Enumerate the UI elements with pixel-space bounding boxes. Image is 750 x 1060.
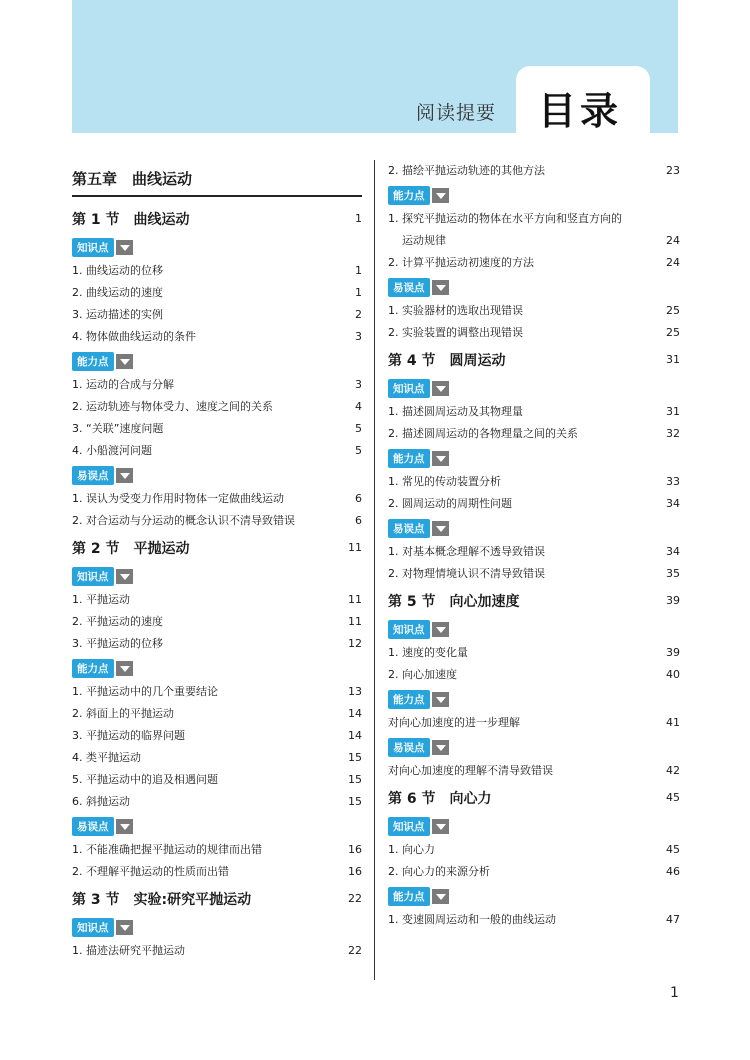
nengli-tag: 能力点 [388, 186, 430, 205]
toc-entry-title: 6. 斜抛运动 [72, 795, 130, 808]
toc-entry-page: 16 [348, 865, 362, 878]
toc-entry-page: 34 [666, 497, 680, 510]
toc-entry-title: 5. 平抛运动中的追及相遇问题 [72, 773, 218, 786]
entry-list [388, 300, 680, 344]
toc-entry-page: 45 [666, 843, 680, 856]
toc-left-column [72, 160, 362, 962]
toc-entry-title: 4. 小船渡河问题 [72, 444, 152, 457]
toc-entry-title: 1. 描迹法研究平抛运动 [72, 944, 185, 957]
toc-entry-page: 22 [348, 944, 362, 957]
toc-entry[interactable] [388, 208, 680, 252]
toc-entry-page: 47 [666, 913, 680, 926]
chevron-down-icon [432, 451, 449, 466]
section-title: 第 5 节 向心加速度 [388, 593, 520, 610]
toc-entry[interactable] [72, 791, 362, 813]
toc-entry-title: 3. 平抛运动的临界问题 [72, 729, 185, 742]
chevron-down-icon [432, 622, 449, 637]
toc-entry[interactable] [388, 909, 680, 931]
toc-entry-title: 2. 向心力的来源分析 [388, 865, 490, 878]
chevron-down-icon [432, 889, 449, 904]
section-heading[interactable] [72, 883, 362, 914]
toc-entry[interactable] [388, 861, 680, 883]
toc-entry[interactable] [388, 712, 680, 734]
toc-entry[interactable] [72, 839, 362, 861]
zhishi-tag: 知识点 [388, 817, 430, 836]
section-title: 第 3 节 实验:研究平抛运动 [72, 891, 252, 908]
column-divider [374, 160, 375, 980]
toc-entry[interactable] [72, 510, 362, 532]
toc-entry[interactable] [388, 664, 680, 686]
toc-entry-title: 1. 不能准确把握平抛运动的规律而出错 [72, 843, 262, 856]
toc-entry[interactable] [72, 703, 362, 725]
toc-entry-page: 25 [666, 304, 680, 317]
nengli-tag: 能力点 [388, 449, 430, 468]
toc-entry[interactable] [388, 322, 680, 344]
toc-entry-page: 33 [666, 475, 680, 488]
toc-entry[interactable] [72, 440, 362, 462]
toc-entry[interactable] [72, 396, 362, 418]
toc-entry[interactable] [72, 589, 362, 611]
toc-entry[interactable] [72, 304, 362, 326]
toc-entry-page: 34 [666, 545, 680, 558]
nengli-tag: 能力点 [388, 690, 430, 709]
toc-entry-title: 4. 物体做曲线运动的条件 [72, 330, 196, 343]
entry-list [388, 712, 680, 734]
toc-entry-page: 3 [355, 378, 362, 391]
toc-entry-page: 2 [355, 308, 362, 321]
toc-entry[interactable] [388, 839, 680, 861]
toc-entry-title: 1. 速度的变化量 [388, 646, 468, 659]
category-tag-row [388, 883, 680, 909]
toc-entry-title: 2. 平抛运动的速度 [72, 615, 163, 628]
toc-entry-title: 2. 曲线运动的速度 [72, 286, 163, 299]
toc-entry[interactable] [72, 326, 362, 348]
chevron-down-icon [432, 381, 449, 396]
nengli-tag: 能力点 [388, 887, 430, 906]
toc-entry[interactable] [72, 611, 362, 633]
toc-entry-title: 2. 向心加速度 [388, 668, 457, 681]
toc-entry-page: 15 [348, 795, 362, 808]
toc-entry-title: 2. 对物理情境认识不清导致错误 [388, 567, 545, 580]
chevron-down-icon [116, 920, 133, 935]
section-title: 第 4 节 圆周运动 [388, 352, 506, 369]
toc-entry[interactable] [388, 300, 680, 322]
section-page: 11 [348, 541, 362, 554]
entry-list [388, 541, 680, 585]
toc-entry-title: 1. 运动的合成与分解 [72, 378, 174, 391]
toc-entry-title: 1. 误认为受变力作用时物体一定做曲线运动 [72, 492, 284, 505]
entry-list [388, 471, 680, 515]
chevron-down-icon [432, 188, 449, 203]
entry-list [72, 681, 362, 813]
toc-entry-page: 24 [666, 234, 680, 247]
entry-list [72, 374, 362, 462]
toc-entry-page: 32 [666, 427, 680, 440]
entry-list [388, 208, 680, 274]
section-heading[interactable] [388, 344, 680, 375]
toc-entry-title: 1. 平抛运动中的几个重要结论 [72, 685, 218, 698]
category-tag-row [72, 914, 362, 940]
chevron-down-icon [432, 521, 449, 536]
toc-entry[interactable] [388, 423, 680, 445]
category-tag-row [72, 813, 362, 839]
toc-entry[interactable] [72, 940, 362, 962]
toc-entry-page: 6 [355, 514, 362, 527]
toc-entry[interactable] [72, 861, 362, 883]
toc-right-column [388, 160, 680, 931]
toc-entry-title: 对向心加速度的理解不清导致错误 [388, 764, 553, 777]
toc-entry[interactable] [72, 374, 362, 396]
entry-list [388, 760, 680, 782]
toc-entry-title: 2. 对合运动与分运动的概念认识不清导致错误 [72, 514, 295, 527]
toc-entry-title: 1. 向心力 [388, 843, 435, 856]
yiwu-tag: 易误点 [388, 519, 430, 538]
toc-entry[interactable] [388, 252, 680, 274]
entry-list [388, 160, 680, 182]
toc-entry-page: 39 [666, 646, 680, 659]
chevron-down-icon [432, 819, 449, 834]
toc-entry-title: 4. 类平抛运动 [72, 751, 141, 764]
zhishi-tag: 知识点 [388, 379, 430, 398]
toc-entry-page: 4 [355, 400, 362, 413]
yiwu-tag: 易误点 [388, 278, 430, 297]
chapter-heading[interactable]: 第五章 曲线运动 [72, 160, 362, 197]
toc-entry-page: 1 [355, 286, 362, 299]
toc-entry-page: 14 [348, 729, 362, 742]
toc-entry[interactable] [388, 642, 680, 664]
toc-entry-title: 1. 变速圆周运动和一般的曲线运动 [388, 913, 556, 926]
toc-entry-title: 1. 探究平抛运动的物体在水平方向和竖直方向的 运动规律 [388, 212, 622, 247]
toc-entry-title: 2. 计算平抛运动初速度的方法 [388, 256, 534, 269]
chevron-down-icon [116, 819, 133, 834]
toc-entry-page: 41 [666, 716, 680, 729]
toc-entry-title: 1. 对基本概念理解不透导致错误 [388, 545, 545, 558]
nengli-tag: 能力点 [72, 659, 114, 678]
toc-entry-page: 24 [666, 256, 680, 269]
toc-entry-title: 2. 运动轨迹与物体受力、速度之间的关系 [72, 400, 273, 413]
toc-entry-page: 31 [666, 405, 680, 418]
chevron-down-icon [116, 354, 133, 369]
page-title: 目录 [538, 89, 623, 133]
chevron-down-icon [116, 468, 133, 483]
toc-entry-title: 3. “关联”速度问题 [72, 422, 164, 435]
category-tag-row [388, 686, 680, 712]
toc-entry[interactable] [388, 760, 680, 782]
section-page: 1 [355, 212, 362, 225]
toc-entry-title: 1. 常见的传动装置分析 [388, 475, 501, 488]
category-tag-row [72, 234, 362, 260]
toc-entry[interactable] [388, 401, 680, 423]
entry-list [388, 401, 680, 445]
toc-entry-title: 1. 描述圆周运动及其物理量 [388, 405, 523, 418]
entry-list [72, 260, 362, 348]
section-heading[interactable] [72, 532, 362, 563]
toc-entry-page: 42 [666, 764, 680, 777]
yiwu-tag: 易误点 [72, 817, 114, 836]
entry-list [388, 839, 680, 883]
nengli-tag: 能力点 [72, 352, 114, 371]
toc-entry-title: 3. 平抛运动的位移 [72, 637, 163, 650]
page-number: 1 [670, 985, 679, 1001]
toc-entry-page: 35 [666, 567, 680, 580]
yiwu-tag: 易误点 [388, 738, 430, 757]
toc-entry[interactable] [72, 260, 362, 282]
toc-entry-page: 11 [348, 615, 362, 628]
toc-entry[interactable] [388, 563, 680, 585]
toc-entry-title: 1. 实验器材的选取出现错误 [388, 304, 523, 317]
toc-entry-title: 3. 运动描述的实例 [72, 308, 163, 321]
toc-entry-title: 2. 斜面上的平抛运动 [72, 707, 174, 720]
entry-list [388, 642, 680, 686]
toc-entry-page: 13 [348, 685, 362, 698]
toc-entry[interactable] [72, 633, 362, 655]
section-title: 第 2 节 平抛运动 [72, 540, 190, 557]
category-tag-row [388, 734, 680, 760]
entry-list [388, 909, 680, 931]
toc-entry-page: 12 [348, 637, 362, 650]
chevron-down-icon [432, 692, 449, 707]
toc-entry[interactable] [72, 488, 362, 510]
toc-entry[interactable] [72, 725, 362, 747]
category-tag-row [72, 462, 362, 488]
toc-entry[interactable] [388, 160, 680, 182]
entry-list [72, 940, 362, 962]
section-heading[interactable] [388, 782, 680, 813]
toc-entry-title: 对向心加速度的进一步理解 [388, 716, 520, 729]
toc-entry-title: 1. 平抛运动 [72, 593, 130, 606]
section-page: 39 [666, 594, 680, 607]
category-tag-row [388, 375, 680, 401]
toc-entry[interactable] [388, 493, 680, 515]
toc-entry-page: 3 [355, 330, 362, 343]
category-tag-row [388, 813, 680, 839]
toc-entry-title: 1. 曲线运动的位移 [72, 264, 163, 277]
category-tag-row [388, 182, 680, 208]
category-tag-row [388, 515, 680, 541]
yiwu-tag: 易误点 [72, 466, 114, 485]
section-page: 22 [348, 892, 362, 905]
category-tag-row [388, 445, 680, 471]
category-tag-row [388, 616, 680, 642]
toc-entry-page: 5 [355, 444, 362, 457]
toc-entry-page: 16 [348, 843, 362, 856]
section-heading[interactable] [388, 585, 680, 616]
entry-list [72, 839, 362, 883]
toc-entry[interactable] [388, 541, 680, 563]
toc-entry-page: 6 [355, 492, 362, 505]
category-tag-row [72, 563, 362, 589]
header-subtitle: 阅读提要 [416, 102, 497, 124]
toc-entry-page: 14 [348, 707, 362, 720]
toc-entry-page: 5 [355, 422, 362, 435]
category-tag-row [72, 655, 362, 681]
section-title: 第 1 节 曲线运动 [72, 211, 190, 228]
zhishi-tag: 知识点 [72, 567, 114, 586]
toc-entry[interactable] [72, 418, 362, 440]
toc-entry-title: 2. 圆周运动的周期性问题 [388, 497, 512, 510]
toc-entry[interactable] [72, 769, 362, 791]
chevron-down-icon [116, 661, 133, 676]
toc-entry[interactable] [72, 681, 362, 703]
toc-entry-page: 11 [348, 593, 362, 606]
chevron-down-icon [116, 240, 133, 255]
chevron-down-icon [116, 569, 133, 584]
toc-entry-title: 2. 描绘平抛运动轨迹的其他方法 [388, 164, 545, 177]
toc-entry-title: 2. 描述圆周运动的各物理量之间的关系 [388, 427, 578, 440]
toc-entry-page: 40 [666, 668, 680, 681]
toc-entry-page: 15 [348, 751, 362, 764]
toc-entry[interactable] [72, 747, 362, 769]
zhishi-tag: 知识点 [388, 620, 430, 639]
toc-entry-page: 46 [666, 865, 680, 878]
toc-entry[interactable] [388, 471, 680, 493]
toc-entry-page: 15 [348, 773, 362, 786]
toc-entry-title: 2. 不理解平抛运动的性质而出错 [72, 865, 229, 878]
toc-entry-title: 2. 实验装置的调整出现错误 [388, 326, 523, 339]
section-page: 31 [666, 353, 680, 366]
toc-entry-page: 23 [666, 164, 680, 177]
chevron-down-icon [432, 280, 449, 295]
zhishi-tag: 知识点 [72, 238, 114, 257]
entry-list [72, 589, 362, 655]
category-tag-row [72, 348, 362, 374]
chevron-down-icon [432, 740, 449, 755]
toc-entry-page: 25 [666, 326, 680, 339]
toc-entry[interactable] [72, 282, 362, 304]
category-tag-row [388, 274, 680, 300]
section-page: 45 [666, 791, 680, 804]
entry-list [72, 488, 362, 532]
zhishi-tag: 知识点 [72, 918, 114, 937]
toc-entry-page: 1 [355, 264, 362, 277]
section-title: 第 6 节 向心力 [388, 790, 492, 807]
section-heading[interactable] [72, 203, 362, 234]
